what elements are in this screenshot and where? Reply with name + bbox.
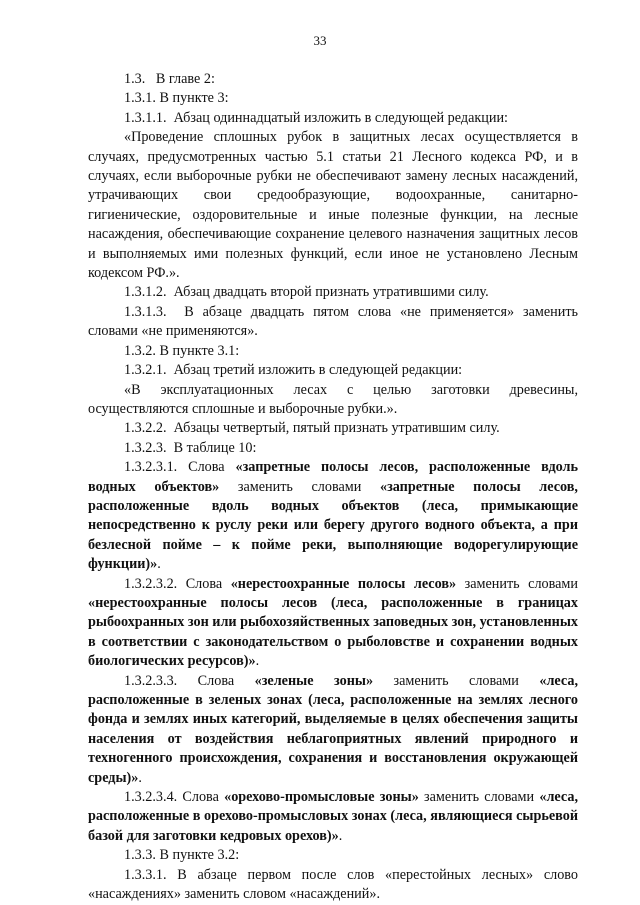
clause-number: 1.3.2.3.4. Слова	[124, 789, 225, 806]
new-term: «леса, расположенные в зеленых зонах (леса, расположенные на землях лесного фонда и землях иных категорий, выделяемые в целях обеспечения защиты населения от воздействия неблагоприятных явлений природного и техногенного происхождения, сохранения и восстановления окружающей среды)»	[88, 672, 578, 786]
page-number: 33	[313, 33, 327, 48]
clause-verb: заменить словами	[418, 789, 540, 806]
paragraph-1-3-2-3-3	[88, 672, 578, 788]
paragraph-1-3-2-2: 1.3.2.2. Абзацы четвертый, пятый признать утратившим силу.	[124, 420, 500, 437]
document-body	[88, 70, 578, 904]
paragraph-1-3-3-1: 1.3.3.1. В абзаце первом после слов «перестойных лесных» слово «насаждениях» заменить словом «насаждений».	[88, 866, 578, 903]
paragraph-quote-clearcutting: «Проведение сплошных рубок в защитных лесах осуществляется в случаях, предусмотренных частью 5.1 статьи 21 Лесного кодекса РФ, и в случаях, если выборочные рубки не обеспечивают замену лесных насаждений, утрачивающих свои средообразующие, водоохранные, санитарно-гигиенические, оздоровительные и иные полезные функции, на лесные насаждения, обеспечивающие сохранение целевого назначения защитных лесов и выполняемых ими полезных функций, если иное не установлено Лесным кодексом РФ.».	[88, 129, 578, 282]
old-term: «орехово-промысловые зоны»	[224, 789, 419, 806]
paragraph-1-3-2-1: 1.3.2.1. Абзац третий изложить в следующей редакции:	[124, 362, 463, 379]
old-term: «нерестоохранные полосы лесов»	[230, 575, 457, 592]
paragraph-1-3-2-3: 1.3.2.3. В таблице 10:	[124, 439, 257, 456]
paragraph-1-3: 1.3. В главе 2:	[124, 71, 215, 87]
paragraph-1-3-3: 1.3.3. В пункте 3.2:	[124, 847, 240, 864]
paragraph-1-3-2-3-2	[88, 575, 578, 672]
clause-number: 1.3.2.3.1. Слова	[124, 459, 236, 476]
new-term: «запретные полосы лесов, расположенные вдоль водных объектов (леса, примыкающие непосредственно к руслу реки или берегу другого водного объекта, а при безлесной пойме – к пойме реки, выполняющие водорегулирующие функции)»	[88, 478, 578, 573]
clause-verb: заменить словами	[456, 575, 579, 592]
paragraph-1-3-1-2: 1.3.1.2. Абзац двадцать второй признать утратившими силу.	[124, 284, 489, 301]
clause-number: 1.3.2.3.3. Слова	[124, 672, 255, 689]
clause-end: .	[255, 653, 260, 670]
clause-verb: заменить словами	[373, 672, 540, 689]
paragraph-1-3-1-3: 1.3.1.3. В абзаце двадцать пятом слова «не применяется» заменить словами «не применяются».	[88, 303, 578, 340]
clause-end: .	[138, 769, 142, 786]
clause-verb: заменить словами	[219, 478, 380, 495]
old-term: «запретные полосы лесов, расположенные вдоль водных объектов»	[88, 459, 578, 495]
paragraph-1-3-2-3-4	[88, 788, 578, 846]
old-term: «зеленые зоны»	[254, 672, 374, 689]
paragraph-1-3-2-3-1	[88, 458, 578, 574]
paragraph-1-3-1: 1.3.1. В пункте 3:	[124, 90, 229, 107]
clause-number: 1.3.2.3.2. Слова	[124, 575, 231, 592]
paragraph-1-3-2: 1.3.2. В пункте 3.1:	[124, 342, 240, 359]
new-term: «нерестоохранные полосы лесов (леса, расположенные в границах рыбоохранных зон или рыбохозяйственных заповедных зон, установленных в соответствии с законодательством о рыболовстве и сохранении водных биологических ресурсов)»	[88, 594, 578, 670]
paragraph-1-3-1-1: 1.3.1.1. Абзац одиннадцатый изложить в следующей редакции:	[124, 109, 508, 126]
new-term: «леса, расположенные в орехово-промысловых зонах (леса, являющиеся сырьевой базой для заготовки кедровых орехов)»	[88, 789, 578, 844]
clause-end: .	[338, 827, 343, 844]
clause-end: .	[157, 556, 161, 573]
paragraph-quote-exploitation: «В эксплуатационных лесах с целью заготовки древесины, осуществляются сплошные и выборочные рубки.».	[88, 381, 578, 417]
